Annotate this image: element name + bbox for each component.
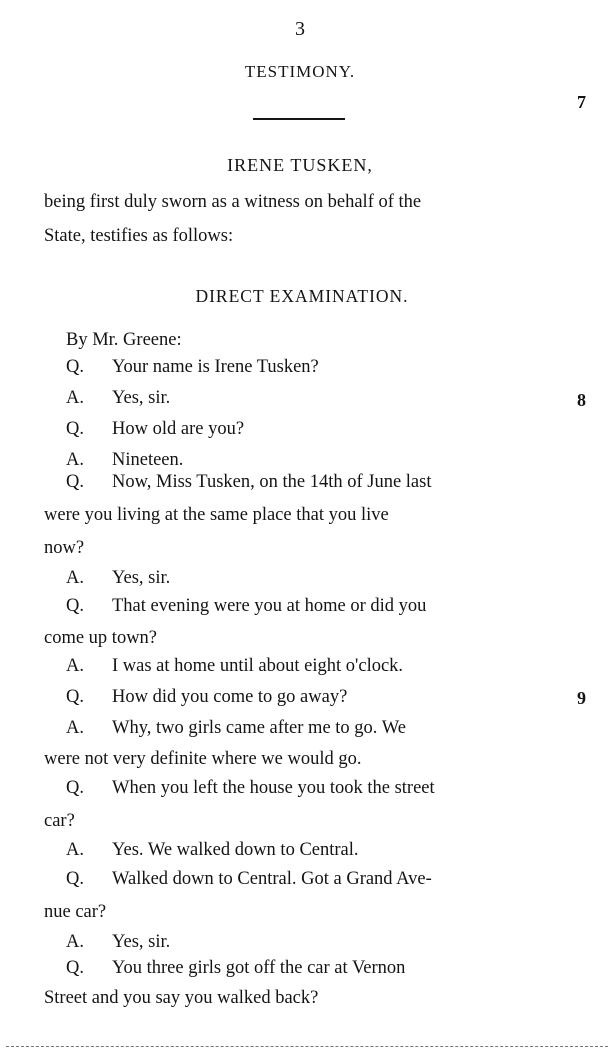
speaker-label: Q.: [66, 596, 84, 616]
testimony-line: A. Yes. We walked down to Central.: [66, 840, 359, 860]
testimony-line: were you living at the same place that you live: [44, 505, 389, 525]
speaker-label: Q.: [66, 958, 84, 978]
testimony-line: Q. That evening were you at home or did you: [66, 596, 427, 616]
speaker-label: Q.: [66, 472, 84, 492]
examination-heading: DIRECT EXAMINATION.: [195, 286, 409, 306]
page-bottom-border: [6, 1046, 608, 1047]
testimony-line: Q. You three girls got off the car at Vernon: [66, 958, 406, 978]
testimony-line: A. Nineteen.: [66, 450, 184, 470]
witness-intro-line: State, testifies as follows:: [44, 226, 234, 246]
witness-name: IRENE TUSKEN,: [227, 155, 373, 175]
speaker-label: A.: [66, 388, 84, 408]
testimony-line: A. Why, two girls came after me to go. We: [66, 718, 406, 738]
testimony-line: car?: [44, 811, 75, 831]
margin-line-number: 7: [577, 92, 586, 112]
testimony-line: A. Yes, sir.: [66, 932, 171, 952]
testimony-line: nue car?: [44, 902, 107, 922]
testimony-line: Q. Your name is Irene Tusken?: [66, 357, 319, 377]
testimony-line: Q. How old are you?: [66, 419, 245, 439]
title-divider: [253, 118, 345, 120]
speaker-label: A.: [66, 932, 84, 952]
speaker-label: A.: [66, 568, 84, 588]
speaker-label: Q.: [66, 869, 84, 889]
testimony-line: A. Yes, sir.: [66, 388, 171, 408]
speaker-label: Q.: [66, 687, 84, 707]
examiner-label: By Mr. Greene:: [66, 330, 182, 350]
testimony-line: A. Yes, sir.: [66, 568, 171, 588]
margin-line-number: 8: [577, 390, 586, 410]
testimony-line: come up town?: [44, 628, 158, 648]
speaker-label: Q.: [66, 778, 84, 798]
section-title: TESTIMONY.: [244, 62, 356, 81]
speaker-label: A.: [66, 840, 84, 860]
testimony-line: Q. Walked down to Central. Got a Grand Ave-: [66, 869, 432, 889]
speaker-label: A.: [66, 656, 84, 676]
testimony-line: Q. How did you come to go away?: [66, 687, 348, 707]
testimony-line: were not very definite where we would go.: [44, 749, 362, 769]
margin-line-number: 9: [577, 688, 586, 708]
speaker-label: A.: [66, 450, 84, 470]
speaker-label: A.: [66, 718, 84, 738]
testimony-line: now?: [44, 538, 85, 558]
speaker-label: Q.: [66, 357, 84, 377]
testimony-line: A. I was at home until about eight o'clock.: [66, 656, 404, 676]
testimony-line: Street and you say you walked back?: [44, 988, 319, 1008]
witness-intro-line: being first duly sworn as a witness on behalf of the: [44, 192, 422, 212]
testimony-line: Q. Now, Miss Tusken, on the 14th of June last: [66, 472, 432, 492]
speaker-label: Q.: [66, 419, 84, 439]
page-number: 3: [295, 18, 305, 40]
testimony-line: Q. When you left the house you took the street: [66, 778, 435, 798]
